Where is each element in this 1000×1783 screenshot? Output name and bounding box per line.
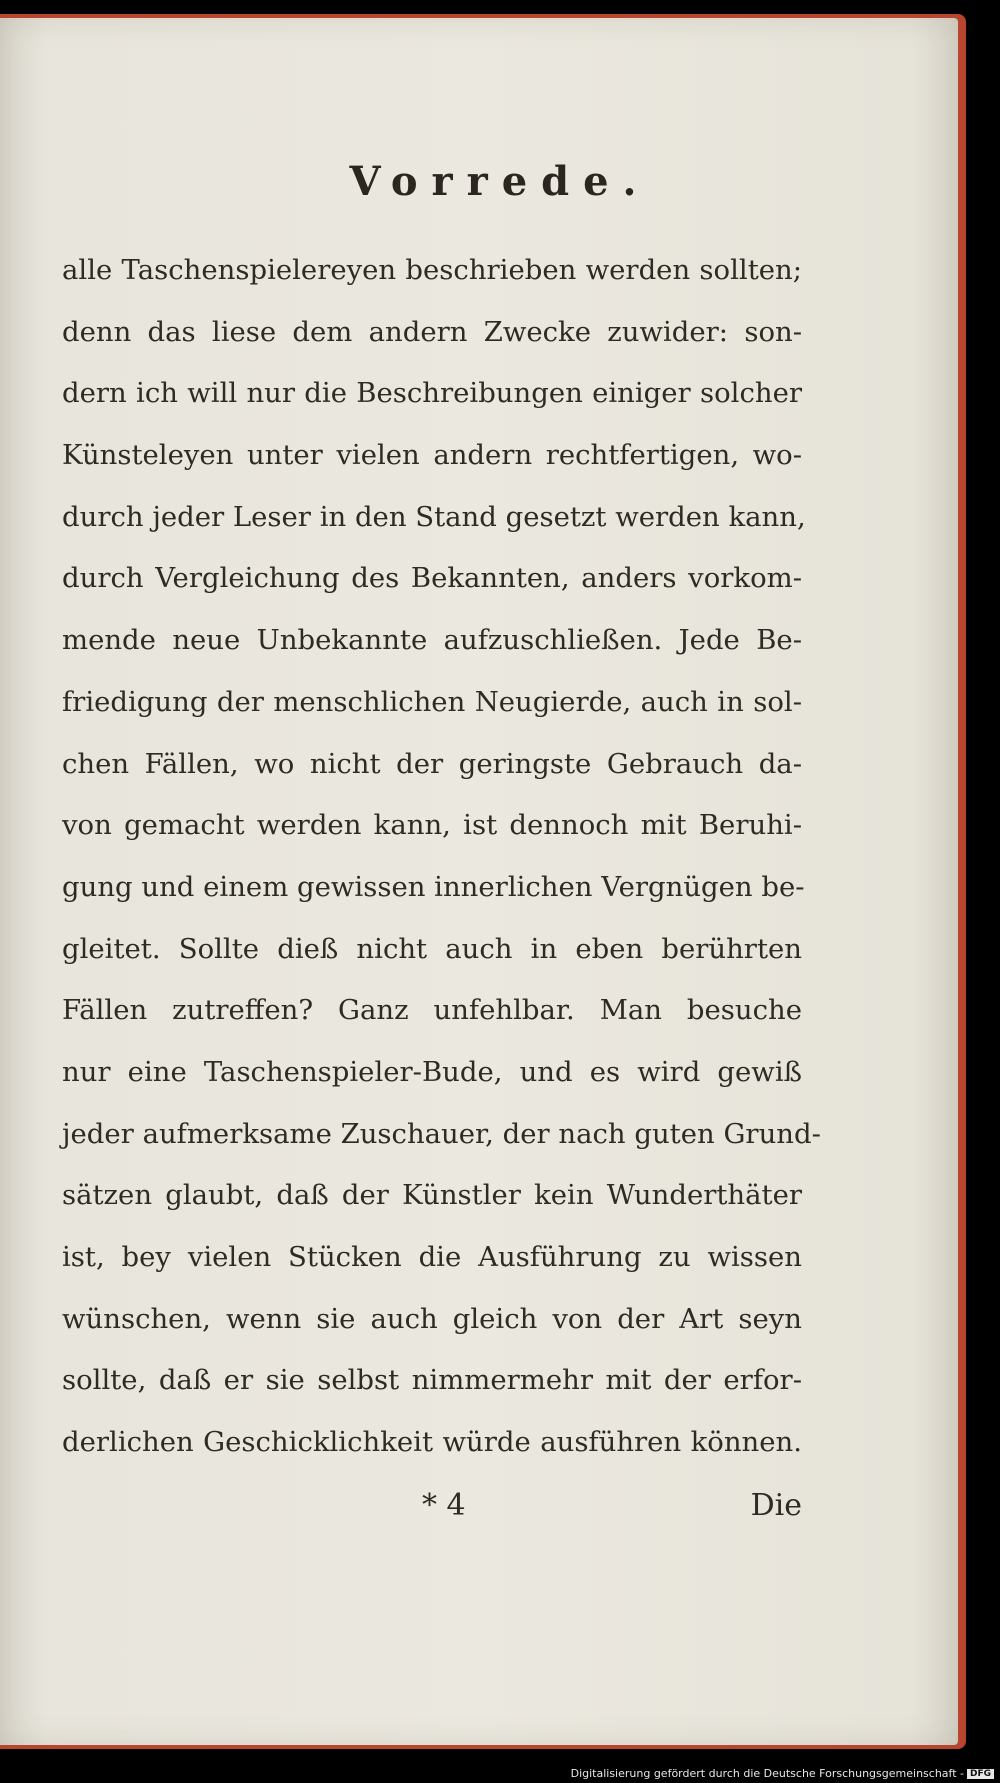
text-line: derlichen Geschicklichkeit würde ausführen können. <box>62 1426 802 1459</box>
text-line: ist, bey vielen Stücken die Ausführung zu wissen <box>62 1241 802 1273</box>
text-line: durch Vergleichung des Bekannten, anders vorkom- <box>62 562 802 595</box>
text-line: alle Taschenspielereyen beschrieben werden sollten; <box>62 254 802 286</box>
text-line: Fällen zutreffen? Ganz unfehlbar. Man besuche <box>62 994 802 1027</box>
text-line: von gemacht werden kann, ist dennoch mit Beruhi- <box>62 809 802 842</box>
catchword: Die <box>750 1488 802 1523</box>
digitization-credit <box>571 1767 994 1780</box>
text-line: denn das liese dem andern Zwecke zuwider: son- <box>62 315 802 348</box>
text-line: gleitet. Sollte dieß nicht auch in eben berührten <box>62 932 802 965</box>
text-line: wünschen, wenn sie auch gleich von der Art seyn <box>62 1302 802 1335</box>
signature-mark: * 4 <box>422 1488 466 1523</box>
dfg-logo: DFG <box>967 1769 994 1779</box>
text-line: jeder aufmerksame Zuschauer, der nach guten Grund- <box>62 1117 821 1150</box>
text-line: dern ich will nur die Beschreibungen einiger solcher <box>62 377 802 410</box>
text-line: gung und einem gewissen innerlichen Vergnügen be- <box>62 870 805 903</box>
text-line: Künsteleyen unter vielen andern rechtfertigen, wo- <box>62 439 802 472</box>
text-line: sätzen glaubt, daß der Künstler kein Wunderthäter <box>62 1179 802 1212</box>
text-line: mende neue Unbekannte aufzuschließen. Jede Be- <box>62 624 802 657</box>
body-text <box>62 240 821 1474</box>
text-line: nur eine Taschenspieler-Bude, und es wird gewiß <box>62 1055 802 1088</box>
text-line: durch jeder Leser in den Stand gesetzt werden kann, <box>62 500 806 533</box>
text-line: chen Fällen, wo nicht der geringste Gebrauch da- <box>62 747 802 780</box>
text-line: sollte, daß er sie selbst nimmermehr mit der erfor- <box>62 1364 802 1397</box>
text-line: friedigung der menschlichen Neugierde, auch in sol- <box>62 685 802 718</box>
page-header: Vorrede. <box>349 158 651 205</box>
credit-text: Digitalisierung gefördert durch die Deutsche Forschungsgemeinschaft - <box>570 1767 964 1780</box>
page-footer <box>62 1488 802 1538</box>
